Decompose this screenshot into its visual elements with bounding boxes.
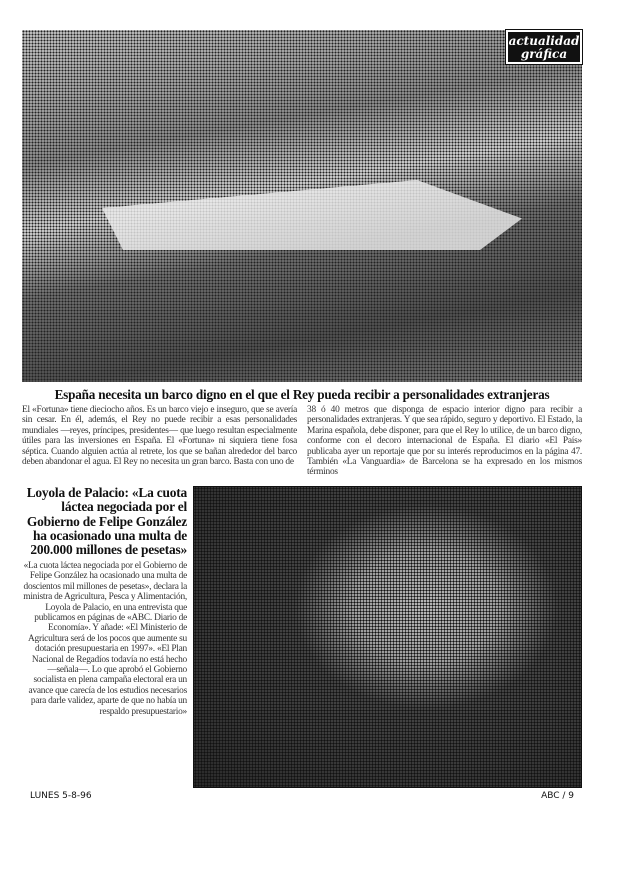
photo-caption: España necesita un barco digno en el que el Rey pueda recibir a personalidades extranjeras [54,387,550,402]
page-number: ABC / 9 [541,790,574,801]
article-columns [22,405,582,478]
portrait-photo [193,486,582,788]
interview-text-block [22,486,187,788]
newspaper-page [22,30,582,802]
article-column-1: El «Fortuna» tiene dieciocho años. Es un barco viejo e inseguro, que se avería sin cesar. En él, además, el Rey no puede recibir a esas personalidades mundiales —reyes, príncipes, presidentes— que luego resultan especialmente útiles para las inversiones en España. El «Fortuna» ni siquiera tiene fosa séptica. Cuando alguien actúa al retrete, los que se bañan alrededor del barco deben abandonar el agua. El Rey no necesita un gran barco. Basta con uno de [22,405,297,468]
footer-date: LUNES 5-8-96 [30,790,92,801]
interview-text: «La cuota láctea negociada por el Gobierno de Felipe González ha ocasionado una multa de doscientos mil millones de pesetas», declara la ministra de Agricultura, Pesca y Alimentación, Loyola de Palacio, en una entrevista que publicamos en páginas de «ABC. Diario de Economía». Y añade: «El Ministerio de Agricultura será de los pocos que aumente su dotación presupuestaria en 1997». «El Plan Nacional de Regadíos todavía no está hecho —señala—. Lo que aprobó el Gobierno socialista en plena campaña electoral era un avance que carecía de los estudios necesarios para darle validez, aparte de que no había un respaldo presupuestario» [23,560,187,717]
page-footer [22,791,582,802]
boat-photo [22,30,582,382]
yacht-image [102,180,522,250]
interview-section [22,486,582,788]
section-seal: actualidad gráfica [506,30,582,64]
article-column-2: 38 ó 40 metros que disponga de espacio interior digno para recibir a personalidades extranjeras. Y que sea rápido, seguro y deportivo. El Estado, la Marina española, debe disponer, para que el Rey lo utilice, de un barco digno, conforme con el decoro internacional de España. El diario «El País» publicaba ayer un reportaje que por su interés reproducimos en la página 47. También «La Vanguardia» de Barcelona se ha expresado en los mismos términos [307,405,582,478]
interview-headline: Loyola de Palacio: «La cuota láctea negociada por el Gobierno de Felipe González ha ocasionado una multa de 200.000 millones de pesetas» [26,484,187,558]
